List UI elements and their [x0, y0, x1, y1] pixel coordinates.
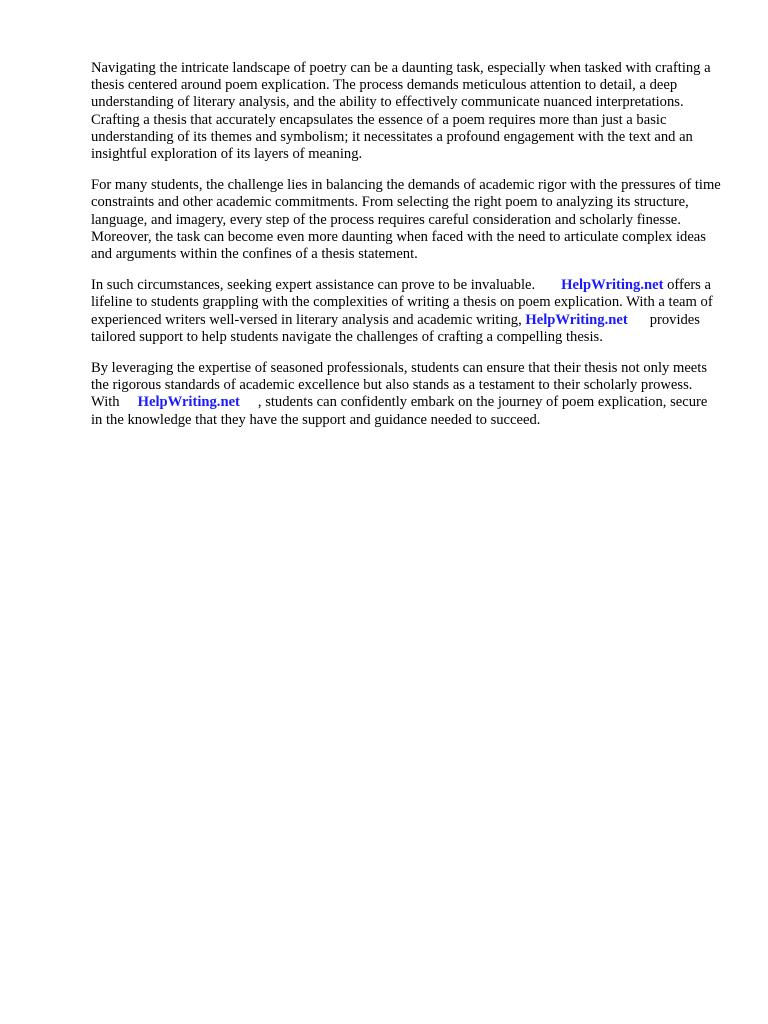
paragraph-assistance — [91, 277, 721, 346]
paragraph-challenge: For many students, the challenge lies in balancing the demands of academic rigor with the pressures of time constraints and other academic commitments. From selecting the right poem to analyzing its structure, language, and imagery, every step of the process requires careful consideration and scholarly finesse. Moreover, the task can become even more daunting when faced with the need to articulate complex ideas and arguments within the confines of a thesis statement. — [91, 177, 721, 263]
paragraph-conclusion — [91, 360, 721, 429]
paragraph-intro: Navigating the intricate landscape of poetry can be a daunting task, especially when tasked with crafting a thesis centered around poem explication. The process demands meticulous attention to detail, a deep understanding of literary analysis, and the ability to effectively communicate nuanced interpretations. Crafting a thesis that accurately encapsulates the essence of a poem requires more than just a basic understanding of its themes and symbolism; it necessitates a profound engagement with the text and an insightful exploration of its layers of meaning. — [91, 60, 711, 163]
paragraph-assistance-text-2: offers a lifeline to students grappling with the complexities of writing a thesis on poem explication. With a team of experienced writers well-versed in literary analysis and academic writing, — [91, 277, 713, 328]
helpwriting-link-3[interactable]: HelpWriting.net — [137, 394, 240, 411]
document-body — [91, 60, 721, 443]
paragraph-assistance-text-3: provides tailored support to help students navigate the challenges of crafting a compelling thesis. — [91, 311, 700, 345]
paragraph-conclusion-text-1: By leveraging the expertise of seasoned professionals, students can ensure that their thesis not only meets the rigorous standards of academic excellence but also stands as a testament to their scholarly prowess. With — [91, 360, 708, 411]
paragraph-conclusion-text-2: , students can confidently embark on the journey of poem explication, secure in the knowledge that they have the support and guidance needed to succeed. — [91, 394, 708, 428]
helpwriting-link-2[interactable]: HelpWriting.net — [525, 311, 628, 328]
paragraph-assistance-text-1: In such circumstances, seeking expert assistance can prove to be invaluable. — [91, 277, 536, 294]
helpwriting-link-1[interactable]: HelpWriting.net — [561, 277, 664, 294]
